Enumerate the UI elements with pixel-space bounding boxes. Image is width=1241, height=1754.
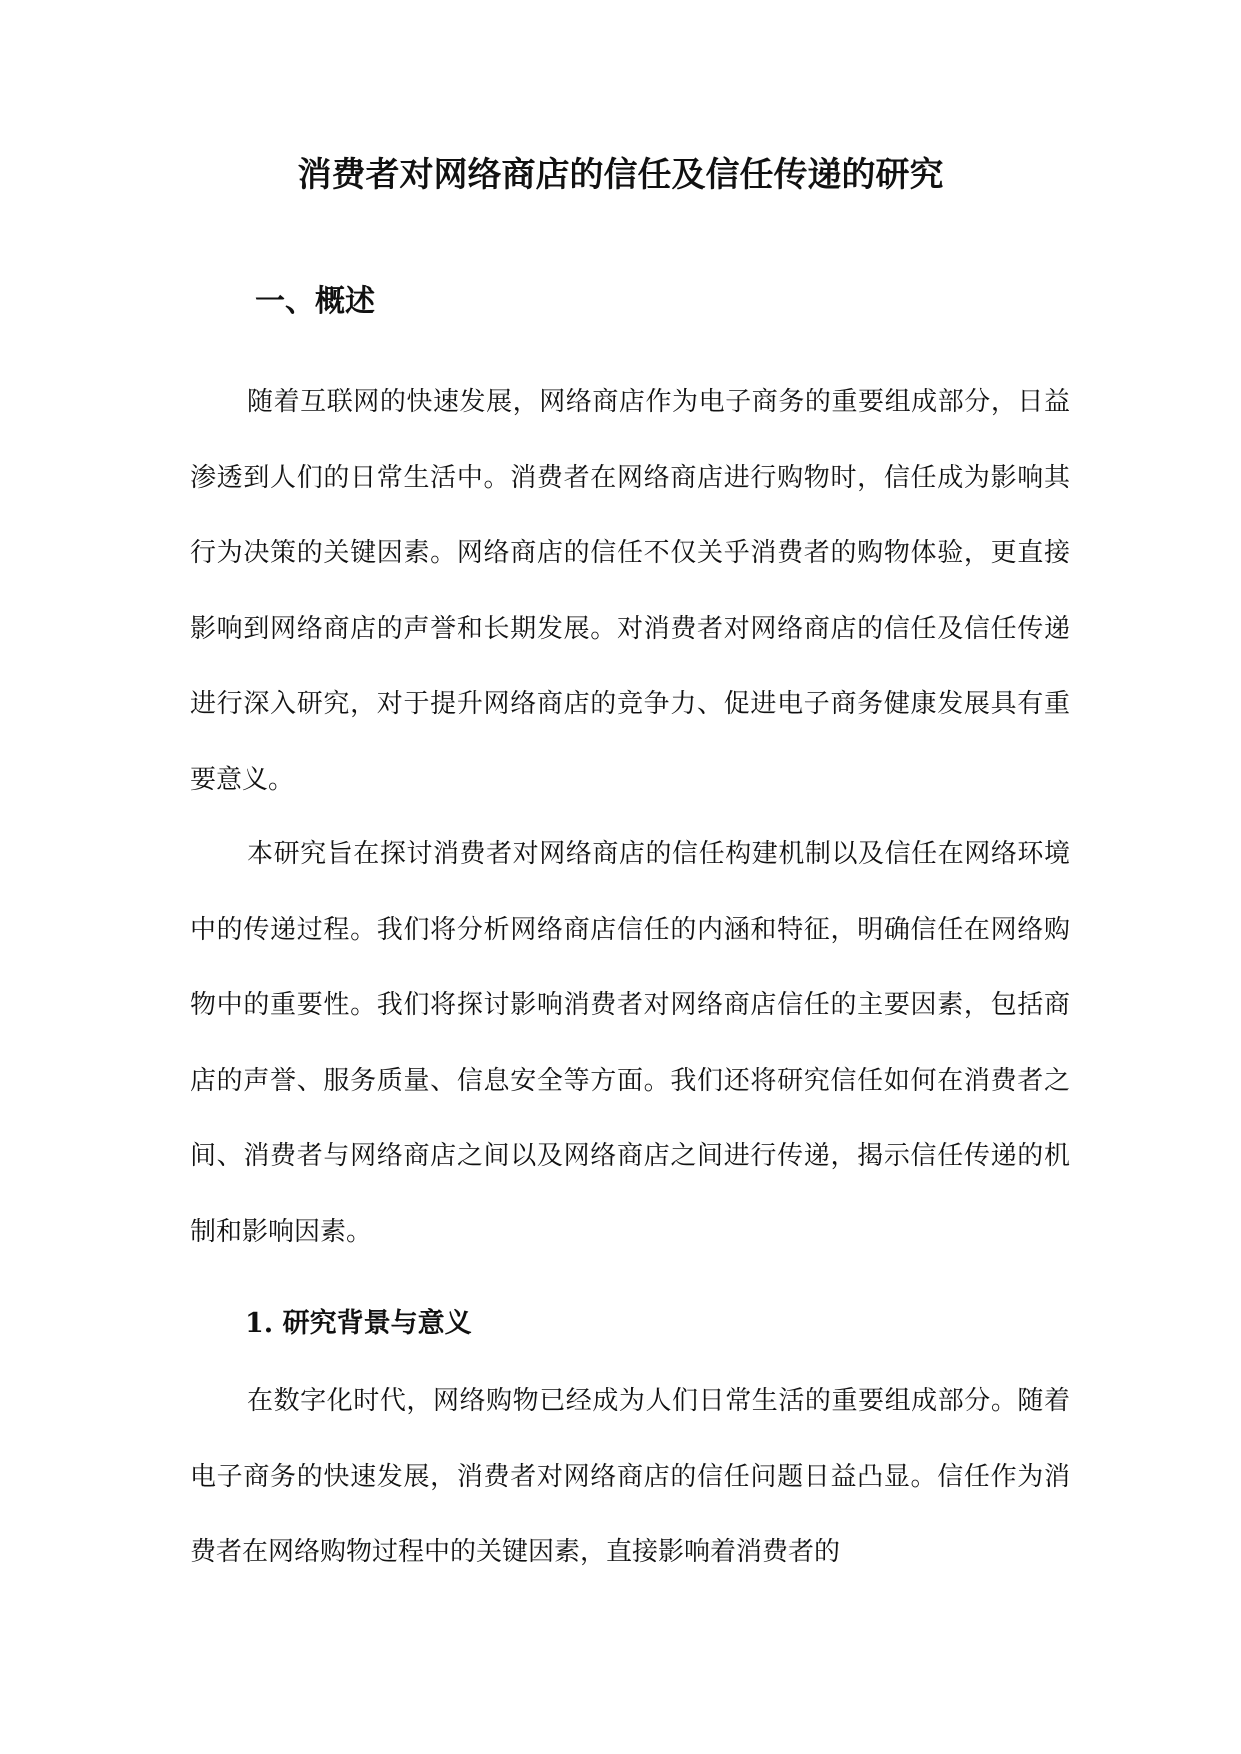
intro-paragraph-2: 本研究旨在探讨消费者对网络商店的信任构建机制以及信任在网络环境中的传递过程。我们将分析网络商店信任的内涵和特征，明确信任在网络购物中的重要性。我们将探讨影响消费者对网络商店信任的主要因素，包括商店的声誉、服务质量、信息安全等方面。我们还将研究信任如何在消费者之间、消费者与网络商店之间以及网络商店之间进行传递，揭示信任传递的机制和影响因素。 bbox=[190, 839, 1070, 1247]
section-heading-overview: 一、概述 bbox=[255, 284, 375, 319]
subsection-paragraph-1: 在数字化时代，网络购物已经成为人们日常生活的重要组成部分。随着电子商务的快速发展，消费者对网络商店的信任问题日益凸显。信任作为消费者在网络购物过程中的关键因素，直接影响着消费者的 bbox=[190, 1386, 1070, 1567]
document-title: 消费者对网络商店的信任及信任传递的研究 bbox=[297, 155, 944, 195]
intro-paragraph-1: 随着互联网的快速发展，网络商店作为电子商务的重要组成部分，日益渗透到人们的日常生活中。消费者在网络商店进行购物时，信任成为影响其行为决策的关键因素。网络商店的信任不仅关乎消费者的购物体验，更直接影响到网络商店的声誉和长期发展。对消费者对网络商店的信任及信任传递进行深入研究，对于提升网络商店的竞争力、促进电子商务健康发展具有重要意义。 bbox=[190, 387, 1070, 795]
subsection-heading-background: 1. 研究背景与意义 bbox=[245, 1308, 472, 1339]
